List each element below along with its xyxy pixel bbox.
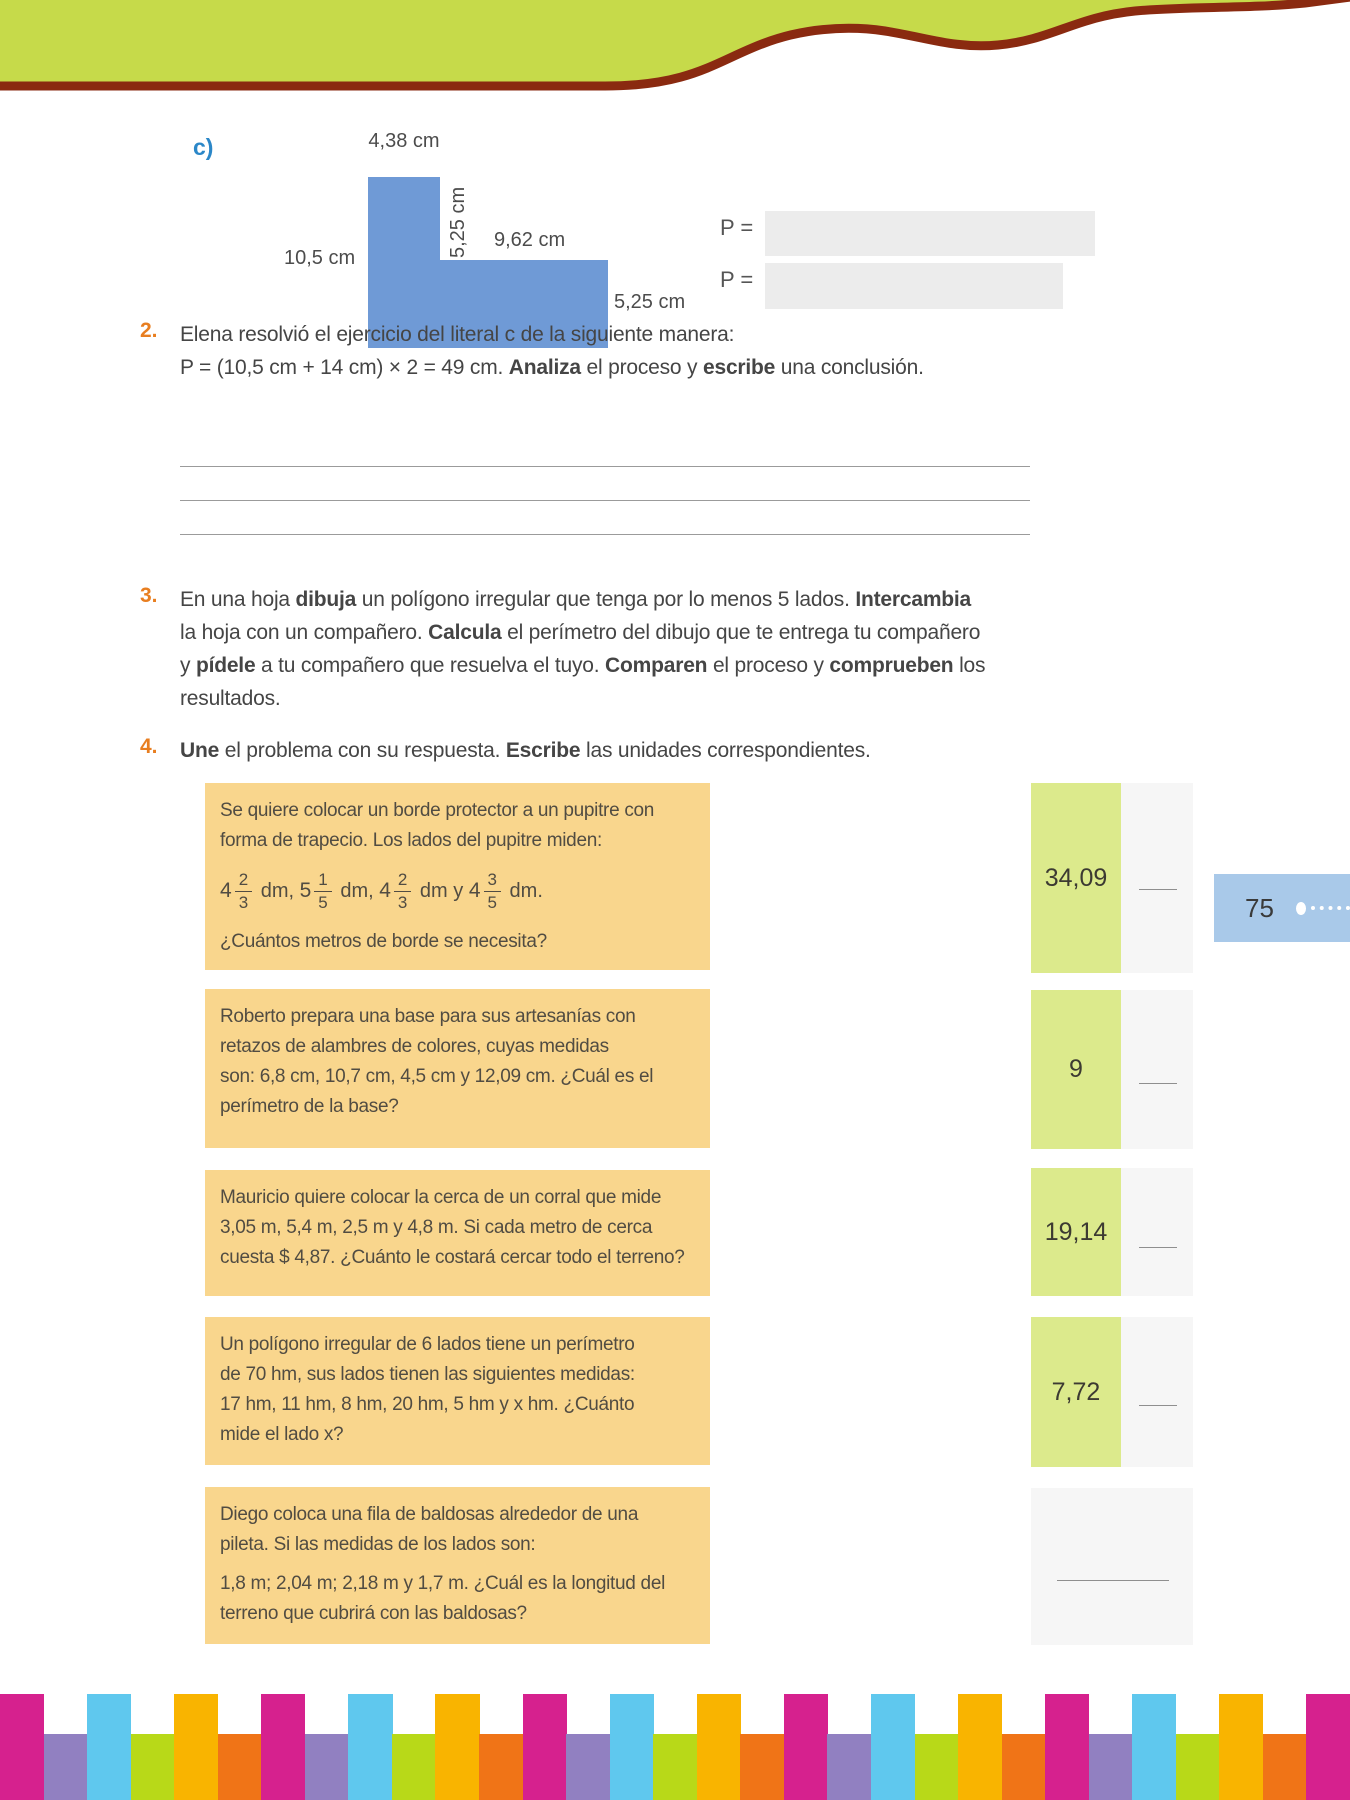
card-text-line: terreno que cubrirá con las baldosas?: [220, 1603, 527, 1624]
card-text-line: 1,8 m; 2,04 m; 2,18 m y 1,7 m. ¿Cuál es la longitud del: [220, 1573, 666, 1594]
card-text-line: perímetro de la base?: [220, 1096, 399, 1117]
footer-stripe: [174, 1694, 218, 1800]
tab-dotted-line: [1311, 906, 1350, 910]
figure-label-inner-horizontal: 9,62 cm: [494, 229, 566, 251]
answer-writing-line[interactable]: [180, 466, 1030, 467]
answer-writing-line[interactable]: [180, 500, 1030, 501]
footer-stripe: [348, 1694, 392, 1800]
unit-blank-line[interactable]: [1139, 1247, 1177, 1248]
footer-stripe: [1089, 1734, 1133, 1800]
card-text-line: Un polígono irregular de 6 lados tiene un perímetro: [220, 1334, 635, 1355]
unit-box[interactable]: [1121, 1317, 1193, 1467]
footer-stripe: [1306, 1694, 1350, 1800]
answer-blank-line[interactable]: [1057, 1580, 1169, 1581]
unit-blank-line[interactable]: [1139, 1083, 1177, 1084]
answer-option-34-09[interactable]: 34,09: [1031, 783, 1121, 973]
perimeter-input-1[interactable]: [765, 211, 1095, 256]
card-text-line: 17 hm, 11 hm, 8 hm, 20 hm, 5 hm y x hm. ¿Cuánto: [220, 1394, 635, 1415]
figure-label-bottom-right: 5,25 cm: [614, 291, 686, 313]
tab-dot-icon: [1296, 902, 1306, 915]
footer-stripe: [1132, 1694, 1176, 1800]
card-text-line: son: 6,8 cm, 10,7 cm, 4,5 cm y 12,09 cm. ¿Cuál es el: [220, 1066, 654, 1087]
problem-card-pupitre[interactable]: [205, 783, 710, 970]
exercise-c-label: c): [193, 134, 214, 160]
unit-blank-line[interactable]: [1139, 1405, 1177, 1406]
item-3-number: 3.: [140, 584, 158, 607]
footer-stripe: [827, 1734, 871, 1800]
page-number-tab: [1214, 874, 1350, 942]
card-text-line: 3,05 m, 5,4 m, 2,5 m y 4,8 m. Si cada metro de cerca: [220, 1217, 653, 1238]
answer-writing-line[interactable]: [180, 534, 1030, 535]
item-2-line-1: Elena resolvió el ejercicio del literal c de la siguiente manera:: [180, 323, 735, 346]
card-text-line: mide el lado x?: [220, 1424, 344, 1445]
footer-stripe: [784, 1694, 828, 1800]
page-number: 75: [1245, 892, 1274, 923]
unit-box[interactable]: [1121, 990, 1193, 1149]
footer-stripe: [261, 1694, 305, 1800]
answer-option-19-14[interactable]: 19,14: [1031, 1168, 1121, 1296]
card-text-line: retazos de alambres de colores, cuyas medidas: [220, 1036, 609, 1057]
figure-label-inner-vertical: 5,25 cm: [447, 186, 469, 258]
footer-stripe: [740, 1734, 784, 1800]
footer-stripe: [1002, 1734, 1046, 1800]
perimeter-input-2[interactable]: [765, 263, 1063, 309]
figure-label-top: 4,38 cm: [368, 130, 440, 152]
footer-stripe: [523, 1694, 567, 1800]
item-2-line-2: P = (10,5 cm + 14 cm) × 2 = 49 cm. Analiza el proceso y escribe una conclusión.: [180, 356, 924, 379]
top-banner: [0, 0, 1350, 120]
card-text-line: cuesta $ 4,87. ¿Cuánto le costará cercar todo el terreno?: [220, 1247, 685, 1268]
footer-stripe: [131, 1734, 175, 1800]
footer-stripe: [566, 1734, 610, 1800]
card-fraction-line: 4 $\frac{2}{3}$ dm, 5 $\frac{1}{5}$ dm, 4 $\frac{2}{3}$ dm y 4 $\frac{3}{5}$ dm.: [220, 870, 543, 912]
footer-stripe: [44, 1734, 88, 1800]
footer-stripe: [305, 1734, 349, 1800]
unit-box[interactable]: [1121, 783, 1193, 973]
footer-stripe: [1219, 1694, 1263, 1800]
footer-stripe: [1263, 1734, 1307, 1800]
card-text-line: Mauricio quiere colocar la cerca de un corral que mide: [220, 1187, 662, 1208]
item-2-text: [180, 318, 924, 384]
footer-stripe: [958, 1694, 1002, 1800]
card-text-line: Roberto prepara una base para sus artesanías con: [220, 1006, 636, 1027]
item-4-number: 4.: [140, 735, 158, 758]
footer-stripe: [915, 1734, 959, 1800]
answer-option-9[interactable]: 9: [1031, 990, 1121, 1149]
item-2-number: 2.: [140, 319, 158, 342]
card-text-line: de 70 hm, sus lados tienen las siguientes medidas:: [220, 1364, 635, 1385]
perimeter-label-2: P =: [720, 267, 754, 292]
answer-option-7-72[interactable]: 7,72: [1031, 1317, 1121, 1467]
footer-stripe: [871, 1694, 915, 1800]
item-3-text: En una hoja dibuja un polígono irregular que tenga por lo menos 5 lados. Intercambia la hoja con un compañero. Calcula el perímetro del dibujo que te entrega tu compañero y pídele a tu compañero que resuelva el tuyo. Comparen el proceso y comprueben los resultados.: [180, 588, 986, 710]
card-text-line: Se quiere colocar un borde protector a un pupitre con: [220, 800, 655, 821]
problem-card-alambres[interactable]: [205, 989, 710, 1148]
footer-stripe: [392, 1734, 436, 1800]
footer-stripe: [1176, 1734, 1220, 1800]
problem-card-poligono[interactable]: [205, 1317, 710, 1465]
card-text-line: forma de trapecio. Los lados del pupitre miden:: [220, 830, 602, 851]
problem-card-baldosas[interactable]: [205, 1487, 710, 1644]
card-text-line: pileta. Si las medidas de los lados son:: [220, 1534, 536, 1555]
footer-stripe: [479, 1734, 523, 1800]
unit-box[interactable]: [1121, 1168, 1193, 1296]
figure-label-left: 10,5 cm: [284, 247, 356, 269]
empty-answer-box[interactable]: [1031, 1488, 1193, 1645]
mixed-number: 4 $\frac{2}{3}$: [220, 870, 255, 911]
problem-card-corral[interactable]: [205, 1170, 710, 1296]
card-text-line: ¿Cuántos metros de borde se necesita?: [220, 931, 547, 952]
footer-stripe: [697, 1694, 741, 1800]
perimeter-label-1: P =: [720, 215, 754, 240]
footer-stripe: [87, 1694, 131, 1800]
mixed-number: 5 $\frac{1}{5}$: [300, 870, 335, 911]
footer-stripe: [610, 1694, 654, 1800]
unit-blank-line[interactable]: [1139, 889, 1177, 890]
card-text-line: Diego coloca una fila de baldosas alrededor de una: [220, 1504, 639, 1525]
footer-stripe: [0, 1694, 44, 1800]
footer-stripe: [1045, 1694, 1089, 1800]
mixed-number: 4 $\frac{3}{5}$: [469, 870, 504, 911]
item-4-text: Une el problema con su respuesta. Escribe las unidades correspondientes.: [180, 739, 871, 762]
footer-stripe: [435, 1694, 479, 1800]
footer-stripe: [218, 1734, 262, 1800]
footer-stripe: [653, 1734, 697, 1800]
mixed-number: 4 $\frac{2}{3}$: [379, 870, 414, 911]
